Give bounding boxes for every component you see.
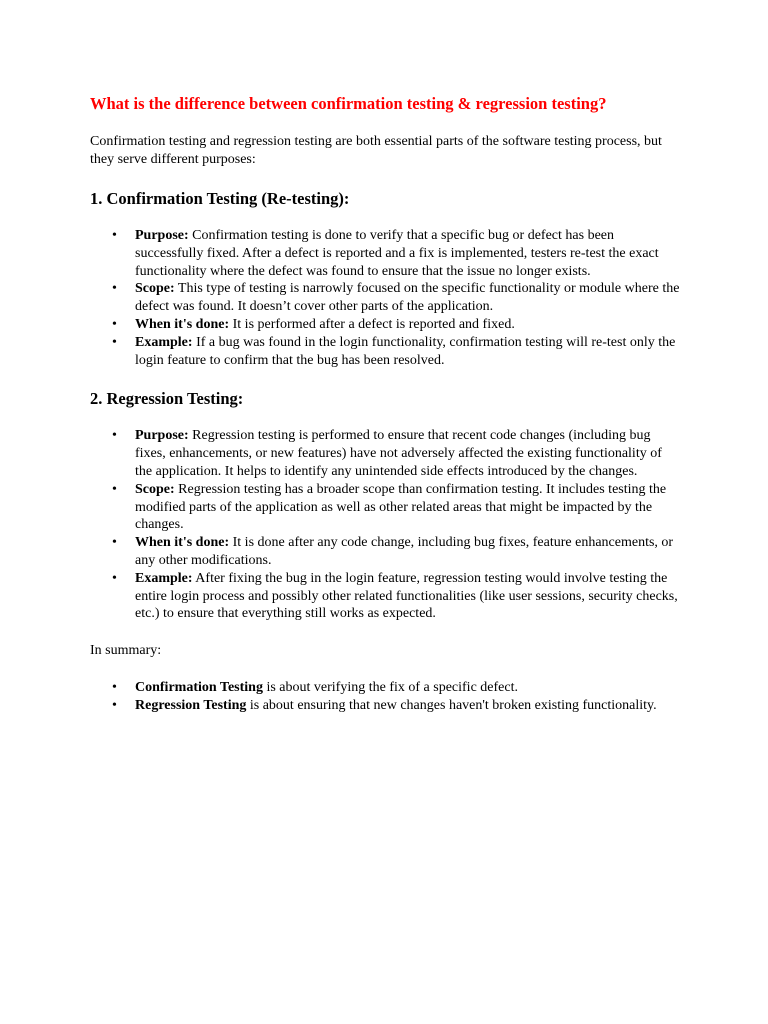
- item-text: is about ensuring that new changes haven't broken existing functionality.: [246, 697, 657, 713]
- summary-lead: In summary:: [90, 643, 162, 659]
- intro-paragraph: Confirmation testing and regression testing are both essential parts of the software testing process, but they serve different purposes:: [90, 134, 662, 167]
- bullet-icon: •: [112, 316, 117, 332]
- item-label: Purpose:: [135, 228, 189, 243]
- item-label: When it's done:: [135, 535, 230, 551]
- summary-bullet-list: [90, 679, 680, 715]
- bullet-icon: •: [112, 535, 117, 551]
- bullet-icon: •: [112, 697, 117, 713]
- list-item: [90, 334, 680, 370]
- list-item: [90, 534, 680, 570]
- document-page: [90, 93, 680, 734]
- item-text: Confirmation testing is done to verify that a specific bug or defect has been successfully fixed. After a defect is reported and a fix is implemented, testers re-test the exact functionality where the defect was found to ensure that the issue no longer exists.: [135, 228, 659, 279]
- list-item: [90, 227, 680, 280]
- item-label: Scope:: [135, 281, 175, 297]
- item-text: This type of testing is narrowly focused on the specific functionality or module where the defect was found. It doesn’t cover other parts of the application.: [135, 281, 680, 315]
- item-text: It is done after any code change, including bug fixes, feature enhancements, or any other modifications.: [135, 535, 674, 568]
- item-text: After fixing the bug in the login feature, regression testing would involve testing the entire login process and possibly other related functionalities (like user sessions, security checks, etc.) to ensure that everything still works as expected.: [135, 570, 678, 622]
- confirmation-bullet-list: [90, 227, 680, 369]
- item-label: Purpose:: [135, 428, 189, 444]
- item-text: Regression testing is performed to ensure that recent code changes (including bug fixes, enhancements, or new features) have not adversely affected the existing functionality of the application. It helps to identify any unintended side effects introduced by the changes.: [135, 428, 662, 479]
- item-label: Example:: [135, 334, 193, 350]
- item-text: Regression testing has a broader scope than confirmation testing. It includes testing the modified parts of the application as well as other related areas that might be impacted by the changes.: [135, 481, 667, 533]
- bullet-icon: •: [112, 680, 117, 696]
- list-item: [90, 280, 680, 316]
- item-label: When it's done:: [135, 316, 230, 332]
- bullet-icon: •: [112, 334, 117, 350]
- list-item: [90, 570, 680, 623]
- item-text: If a bug was found in the login functionality, confirmation testing will re-test only the login feature to confirm that the bug has been resolved.: [135, 334, 676, 368]
- item-text: It is performed after a defect is reported and fixed.: [229, 316, 515, 332]
- item-label: Scope:: [135, 481, 175, 497]
- list-item: [90, 697, 680, 715]
- item-text: is about verifying the fix of a specific defect.: [262, 680, 518, 696]
- bullet-icon: •: [112, 228, 117, 243]
- list-item: [90, 679, 680, 697]
- bullet-icon: •: [112, 281, 117, 297]
- bullet-icon: •: [112, 570, 117, 586]
- item-label: Regression Testing: [135, 697, 247, 713]
- regression-bullet-list: [90, 427, 680, 623]
- section-heading-confirmation: 1. Confirmation Testing (Re-testing):: [90, 189, 350, 208]
- item-label: Confirmation Testing: [135, 680, 263, 696]
- list-item: [90, 427, 680, 480]
- list-item: [90, 316, 680, 334]
- section-heading-regression: 2. Regression Testing:: [90, 389, 244, 409]
- bullet-icon: •: [112, 428, 117, 444]
- list-item: [90, 481, 680, 534]
- document-title: What is the difference between confirmation testing & regression testing?: [90, 94, 607, 113]
- bullet-icon: •: [112, 481, 117, 497]
- item-label: Example:: [135, 570, 193, 586]
